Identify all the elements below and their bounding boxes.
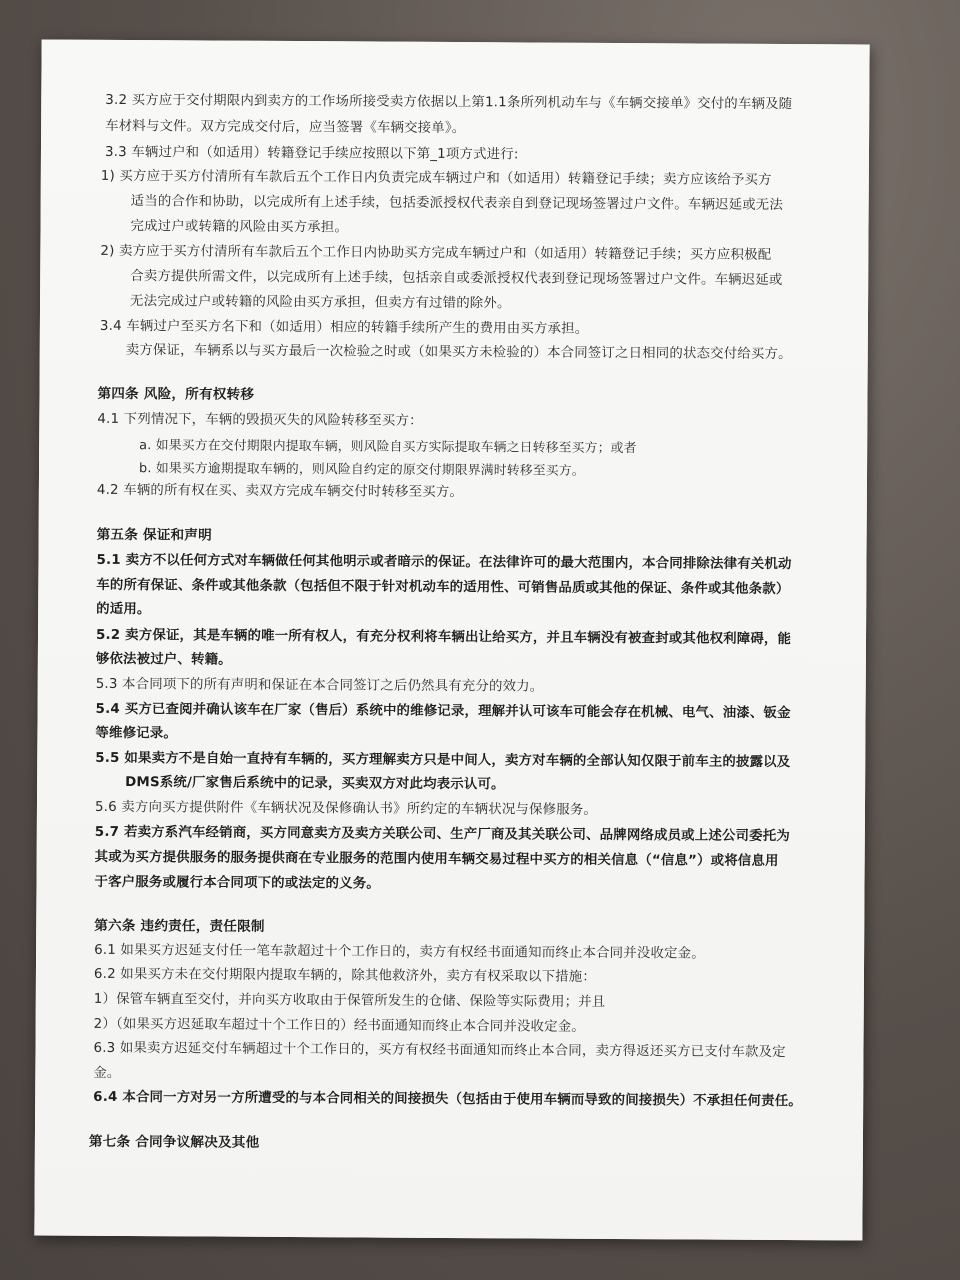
text-line: 5.2 卖方保证，其是车辆的唯一所有权人，有充分权利将车辆出让给买方，并且车辆没有被查封或其他权利障碍，能	[95, 627, 792, 648]
text-line: 1）保管车辆直至交付，并向买方收取由于保管所发生的仓储、保险等实际费用；并且	[93, 991, 606, 1010]
text-line: 5.5 如果卖方不是自始一直持有车辆的，买方理解卖方只是中间人，卖方对车辆的全部认知仅限于前车主的披露以及	[95, 750, 791, 771]
text-line: 于客户服务或履行本合同项下的或法定的义务。	[94, 874, 380, 892]
text-line: 等维修记录。	[95, 725, 178, 742]
text-line: 4.1 下列情况下，车辆的毁损灭失的风险转移至买方：	[97, 411, 423, 429]
text-line: 合卖方提供所需文件，以完成所有上述手续，包括亲自或委派授权代表到登记现场签署过户文件。车辆迟延或	[130, 269, 783, 289]
section-heading: 第五条 保证和声明	[96, 526, 212, 544]
text-line: 卖方保证，车辆系以与买方最后一次检验之时或（如果买方未检验的）本合同签订之日相同的状态交付给买方。	[125, 343, 792, 363]
list-item: a. 如果买方在交付期限内提取车辆，则风险自买方实际提取车辆之日转移至买方；或者	[139, 438, 637, 457]
text-line: 完成过户或转籍的风险由买方承担。	[130, 219, 349, 236]
text-line: 1) 买方应于买方付清所有车款后五个工作日内负责完成车辆过户和（如适用）转籍登记手续；卖方应该给予买方	[100, 168, 772, 188]
text-line: 4.2 车辆的所有权在买、卖双方完成车辆交付时转移至买方。	[96, 482, 464, 501]
text-line: 6.4 本合同一方对另一方所遭受的与本合同相关的间接损失（包括由于使用车辆而导致的间接损失）不承担任何责任。	[93, 1089, 802, 1110]
text-line: 5.4 买方已查阅并确认该车在厂家（售后）系统中的维修记录，理解并认可该车可能会存在机械、电气、油漆、钣金	[95, 701, 791, 722]
text-line: 无法完成过户或转籍的风险由买方承担，但卖方有过错的除外。	[130, 294, 511, 312]
text-line: 5.7 若卖方系汽车经销商，买方同意卖方及卖方关联公司、生产厂商及其关联公司、品牌网络成员或上述公司委托为	[94, 824, 790, 845]
section-heading: 第六条 违约责任，责任限制	[94, 917, 265, 935]
text-line: 车材料与文件。双方完成交付后，应当签署《车辆交接单》。	[105, 118, 466, 137]
text-line: 3.2 买方应于交付期限内到卖方的工作场所接受卖方依据以上第1.1条所列机动车与《车辆交接单》交付的车辆及随	[105, 92, 793, 113]
text-line: 车的所有保证、条件或其他条款（包括但不限于针对机动车的适用性、可销售品质或其他的保证、条件或其他条款）	[96, 577, 790, 598]
text-line: 够依法被过户、转籍。	[95, 651, 232, 668]
text-line: 6.3 如果卖方迟延交付车辆超过十个工作日的，买方有权经书面通知而终止本合同，卖方得返还买方已支付车款及定	[93, 1040, 786, 1061]
text-line: 适当的合作和协助，以完成所有上述手续，包括委派授权代表亲自到登记现场签署过户文件。车辆迟延或无法	[130, 194, 784, 214]
section-heading: 第四条 风险，所有权转移	[97, 385, 255, 403]
text-line: 的适用。	[96, 601, 151, 618]
section-heading: 第七条 合同争议解决及其他	[88, 1133, 260, 1151]
text-line: 金。	[93, 1065, 121, 1081]
text-line: 5.1 卖方不以任何方式对车辆做任何其他明示或者暗示的保证。在法律许可的最大范围内，本合同排除法律有关机动	[96, 552, 792, 573]
text-line: 3.3 车辆过户和（如适用）转籍登记手续应按照以下第_1项方式进行:	[104, 144, 519, 163]
text-line: 3.4 车辆过户至买方名下和（如适用）相应的转籍手续所产生的费用由买方承担。	[99, 318, 589, 337]
text-line: 2）（如果买方迟延取车超过十个工作日的）经书面通知而终止本合同并没收定金。	[93, 1016, 585, 1035]
text-line: 其或为买方提供服务的服务提供商在专业服务的范围内使用车辆交易过程中买方的相关信息（“信息”）或将信息用	[94, 849, 779, 869]
text-line: 5.3 本合同项下的所有声明和保证在本合同签订之后仍然具有充分的效力。	[95, 676, 544, 695]
list-item: b. 如果买方逾期提取车辆的，则风险自约定的原交付期限界满时转移至买方。	[138, 461, 585, 479]
document-page	[34, 39, 869, 1240]
text-line: 5.6 卖方向买方提供附件《车辆状况及保修确认书》所约定的车辆状况与保修服务。	[94, 799, 598, 818]
text-line: 6.1 如果买方迟延支付任一笔车款超过十个工作日的，卖方有权经书面通知而终止本合同并没收定金。	[94, 942, 705, 962]
text-line: 6.2 如果买方未在交付期限内提取车辆的，除其他救济外，卖方有权采取以下措施：	[93, 966, 597, 985]
text-line: DMS系统/厂家售后系统中的记录，买卖双方对此均表示认可。	[125, 775, 505, 793]
text-line: 2) 卖方应于买方付清所有车款后五个工作日内协助买方完成车辆过户和（如适用）转籍登记手续；买方应积极配	[100, 243, 772, 263]
